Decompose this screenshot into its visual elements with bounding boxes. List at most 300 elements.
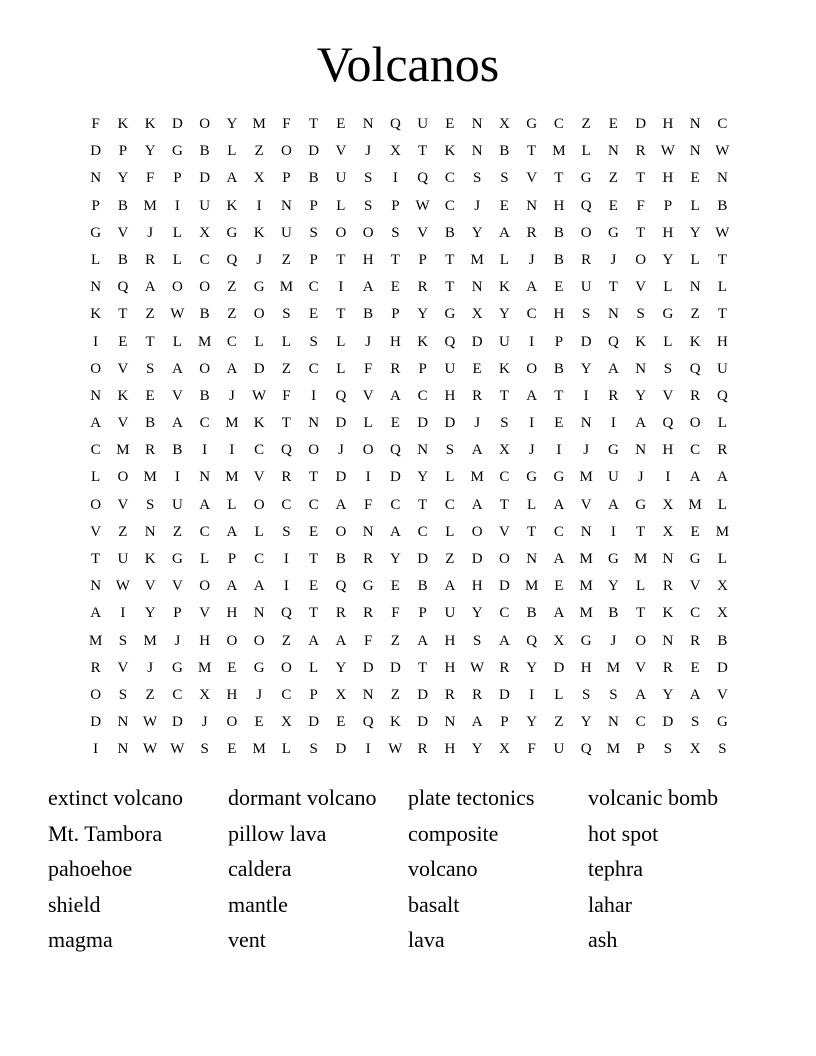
grid-letter[interactable]: U — [117, 551, 129, 567]
grid-letter[interactable]: N — [362, 686, 374, 703]
grid-letter[interactable]: R — [662, 578, 673, 595]
grid-letter[interactable]: D — [417, 551, 429, 567]
grid-letter[interactable]: S — [309, 333, 318, 350]
grid-letter[interactable]: G — [689, 551, 701, 567]
grid-letter[interactable]: L — [227, 496, 237, 513]
grid-letter[interactable]: V — [171, 578, 183, 595]
grid-letter[interactable]: S — [363, 170, 373, 187]
grid-letter[interactable]: S — [500, 415, 509, 432]
grid-letter[interactable]: T — [390, 251, 400, 268]
grid-letter[interactable]: Q — [226, 251, 238, 268]
grid-letter[interactable]: Q — [417, 170, 429, 187]
grid-letter[interactable]: N — [90, 279, 102, 296]
grid-letter[interactable]: X — [471, 306, 483, 323]
grid-letter[interactable]: N — [526, 197, 538, 214]
grid-letter[interactable]: V — [689, 578, 701, 595]
grid-letter[interactable]: L — [200, 551, 210, 567]
grid-letter[interactable]: I — [93, 333, 99, 350]
grid-letter[interactable]: U — [335, 170, 347, 187]
grid-letter[interactable]: A — [362, 279, 374, 296]
grid-letter[interactable]: B — [117, 251, 128, 268]
grid-letter[interactable]: B — [117, 197, 128, 214]
grid-letter[interactable]: S — [500, 170, 509, 187]
grid-letter[interactable]: E — [690, 170, 700, 187]
grid-letter[interactable]: Q — [580, 741, 592, 758]
grid-letter[interactable]: Y — [389, 551, 401, 567]
grid-letter[interactable]: N — [662, 632, 674, 649]
grid-letter[interactable]: K — [226, 197, 238, 214]
grid-letter[interactable]: E — [336, 116, 346, 132]
grid-letter[interactable]: U — [199, 197, 211, 214]
grid-letter[interactable]: I — [283, 551, 289, 567]
grid-letter[interactable]: W — [388, 741, 403, 758]
grid-letter[interactable]: Q — [280, 605, 292, 622]
grid-letter[interactable]: M — [579, 578, 593, 595]
grid-letter[interactable]: S — [145, 360, 155, 377]
grid-letter[interactable]: C — [199, 251, 210, 268]
grid-letter[interactable]: B — [444, 224, 455, 241]
grid-letter[interactable]: R — [662, 659, 673, 676]
grid-letter[interactable]: N — [662, 551, 674, 567]
grid-letter[interactable]: S — [118, 686, 128, 703]
grid-letter[interactable]: H — [471, 578, 483, 595]
grid-letter[interactable]: L — [254, 333, 264, 350]
grid-letter[interactable]: V — [417, 224, 429, 241]
grid-letter[interactable]: V — [117, 415, 129, 432]
grid-letter[interactable]: U — [553, 741, 565, 758]
grid-letter[interactable]: Z — [227, 279, 237, 296]
grid-letter[interactable]: I — [556, 442, 562, 459]
grid-letter[interactable]: E — [690, 523, 700, 540]
grid-letter[interactable]: L — [309, 659, 319, 676]
grid-letter[interactable]: G — [226, 224, 238, 241]
grid-letter[interactable]: P — [391, 306, 400, 323]
grid-letter[interactable]: C — [281, 496, 292, 513]
grid-letter[interactable]: V — [498, 523, 510, 540]
grid-letter[interactable]: L — [717, 551, 727, 567]
grid-letter[interactable]: C — [444, 170, 455, 187]
grid-letter[interactable]: E — [309, 578, 319, 595]
grid-letter[interactable]: V — [362, 387, 374, 404]
grid-letter[interactable]: J — [610, 251, 617, 268]
grid-letter[interactable]: L — [172, 224, 182, 241]
grid-letter[interactable]: H — [662, 116, 674, 132]
grid-letter[interactable]: C — [254, 442, 265, 459]
grid-letter[interactable]: X — [389, 143, 401, 160]
grid-letter[interactable]: R — [472, 387, 483, 404]
grid-letter[interactable]: R — [581, 251, 592, 268]
grid-letter[interactable]: O — [90, 496, 102, 513]
grid-letter[interactable]: M — [579, 551, 593, 567]
grid-letter[interactable]: C — [444, 197, 455, 214]
grid-letter[interactable]: R — [690, 632, 701, 649]
grid-letter[interactable]: M — [252, 741, 266, 758]
grid-letter[interactable]: R — [690, 387, 701, 404]
grid-letter[interactable]: H — [580, 659, 592, 676]
grid-letter[interactable]: E — [608, 116, 618, 132]
grid-letter[interactable]: O — [526, 360, 538, 377]
grid-letter[interactable]: R — [145, 442, 156, 459]
grid-letter[interactable]: N — [308, 415, 320, 432]
grid-letter[interactable]: A — [526, 387, 538, 404]
grid-letter[interactable]: Q — [362, 714, 374, 731]
grid-letter[interactable]: A — [498, 632, 510, 649]
grid-letter[interactable]: T — [445, 279, 455, 296]
grid-letter[interactable]: G — [253, 659, 265, 676]
grid-letter[interactable]: I — [610, 415, 616, 432]
grid-letter[interactable]: D — [553, 659, 565, 676]
grid-letter[interactable]: D — [389, 469, 401, 486]
grid-letter[interactable]: Y — [144, 143, 156, 160]
grid-letter[interactable]: N — [417, 442, 429, 459]
grid-letter[interactable]: F — [145, 170, 155, 187]
grid-letter[interactable]: R — [145, 251, 156, 268]
grid-letter[interactable]: T — [554, 170, 564, 187]
grid-letter[interactable]: Z — [581, 116, 591, 132]
grid-letter[interactable]: G — [580, 632, 592, 649]
grid-letter[interactable]: D — [90, 714, 102, 731]
grid-letter[interactable]: C — [199, 415, 210, 432]
grid-letter[interactable]: N — [280, 197, 292, 214]
grid-letter[interactable]: D — [662, 714, 674, 731]
grid-letter[interactable]: N — [607, 143, 619, 160]
grid-letter[interactable]: J — [474, 415, 481, 432]
grid-letter[interactable]: P — [391, 197, 400, 214]
grid-letter[interactable]: D — [417, 686, 429, 703]
grid-letter[interactable]: T — [527, 523, 537, 540]
grid-letter[interactable]: G — [171, 143, 183, 160]
grid-letter[interactable]: L — [636, 578, 646, 595]
grid-letter[interactable]: S — [118, 632, 128, 649]
grid-letter[interactable]: P — [500, 714, 509, 731]
grid-letter[interactable]: O — [689, 415, 701, 432]
grid-letter[interactable]: T — [608, 279, 618, 296]
grid-letter[interactable]: C — [690, 442, 701, 459]
grid-letter[interactable]: A — [471, 442, 483, 459]
grid-letter[interactable]: E — [145, 387, 155, 404]
grid-letter[interactable]: D — [471, 551, 483, 567]
grid-letter[interactable]: I — [665, 469, 671, 486]
grid-letter[interactable]: M — [606, 741, 621, 758]
grid-letter[interactable]: U — [171, 496, 183, 513]
grid-letter[interactable]: V — [144, 578, 156, 595]
grid-letter[interactable]: I — [120, 605, 126, 622]
grid-letter[interactable]: M — [197, 659, 212, 676]
grid-letter[interactable]: G — [607, 551, 619, 567]
grid-letter[interactable]: K — [689, 333, 701, 350]
grid-letter[interactable]: U — [607, 469, 619, 486]
grid-letter[interactable]: P — [173, 605, 182, 622]
grid-letter[interactable]: X — [335, 686, 347, 703]
grid-letter[interactable]: I — [583, 387, 589, 404]
grid-letter[interactable]: G — [253, 279, 265, 296]
grid-letter[interactable]: K — [117, 387, 129, 404]
grid-letter[interactable]: M — [606, 659, 621, 676]
grid-letter[interactable]: Y — [417, 469, 429, 486]
grid-letter[interactable]: E — [336, 714, 346, 731]
grid-letter[interactable]: P — [309, 686, 318, 703]
grid-letter[interactable]: B — [199, 143, 210, 160]
grid-letter[interactable]: O — [226, 632, 238, 649]
grid-letter[interactable]: T — [717, 251, 727, 268]
grid-letter[interactable]: B — [145, 415, 156, 432]
grid-letter[interactable]: N — [90, 387, 102, 404]
grid-letter[interactable]: A — [389, 523, 401, 540]
grid-letter[interactable]: N — [199, 469, 211, 486]
grid-letter[interactable]: S — [445, 442, 455, 459]
grid-letter[interactable]: M — [552, 143, 566, 160]
grid-letter[interactable]: P — [554, 333, 564, 350]
grid-letter[interactable]: W — [715, 224, 730, 241]
grid-letter[interactable]: O — [335, 224, 347, 241]
grid-letter[interactable]: K — [90, 306, 102, 323]
grid-letter[interactable]: L — [690, 251, 700, 268]
grid-letter[interactable]: Q — [580, 197, 592, 214]
grid-letter[interactable]: S — [200, 741, 209, 758]
grid-letter[interactable]: N — [362, 116, 374, 132]
grid-letter[interactable]: O — [635, 632, 647, 649]
grid-letter[interactable]: Q — [335, 387, 347, 404]
grid-letter[interactable]: P — [309, 251, 318, 268]
grid-letter[interactable]: A — [226, 170, 238, 187]
grid-letter[interactable]: W — [170, 306, 185, 323]
grid-letter[interactable]: C — [499, 469, 510, 486]
grid-letter[interactable]: L — [690, 197, 700, 214]
grid-letter[interactable]: O — [171, 279, 183, 296]
grid-letter[interactable]: N — [117, 714, 129, 731]
grid-letter[interactable]: M — [143, 197, 157, 214]
grid-letter[interactable]: R — [526, 224, 537, 241]
grid-letter[interactable]: J — [147, 224, 154, 241]
grid-letter[interactable]: Z — [390, 686, 400, 703]
grid-letter[interactable]: K — [498, 279, 510, 296]
grid-letter[interactable]: U — [280, 224, 292, 241]
grid-letter[interactable]: R — [390, 360, 401, 377]
grid-letter[interactable]: D — [498, 686, 510, 703]
grid-letter[interactable]: A — [498, 224, 510, 241]
grid-letter[interactable]: L — [91, 251, 101, 268]
grid-letter[interactable]: R — [363, 551, 374, 567]
grid-letter[interactable]: I — [202, 442, 208, 459]
grid-letter[interactable]: L — [281, 741, 291, 758]
grid-letter[interactable]: W — [470, 659, 485, 676]
grid-letter[interactable]: W — [143, 714, 158, 731]
grid-letter[interactable]: G — [526, 116, 538, 132]
grid-letter[interactable]: C — [226, 333, 237, 350]
grid-letter[interactable]: Y — [117, 170, 129, 187]
grid-letter[interactable]: Q — [607, 333, 619, 350]
grid-letter[interactable]: M — [279, 279, 294, 296]
grid-letter[interactable]: R — [90, 659, 101, 676]
grid-letter[interactable]: X — [662, 523, 674, 540]
grid-letter[interactable]: N — [90, 170, 102, 187]
grid-letter[interactable]: G — [444, 306, 456, 323]
grid-letter[interactable]: C — [90, 442, 101, 459]
grid-letter[interactable]: W — [415, 197, 430, 214]
grid-letter[interactable]: D — [635, 116, 647, 132]
grid-letter[interactable]: R — [635, 143, 646, 160]
grid-letter[interactable]: W — [170, 741, 185, 758]
grid-letter[interactable]: D — [471, 333, 483, 350]
grid-letter[interactable]: G — [607, 224, 619, 241]
grid-letter[interactable]: S — [282, 306, 291, 323]
grid-letter[interactable]: S — [609, 686, 618, 703]
grid-letter[interactable]: A — [226, 360, 238, 377]
grid-letter[interactable]: A — [144, 279, 156, 296]
grid-letter[interactable]: S — [663, 360, 673, 377]
grid-letter[interactable]: L — [172, 333, 182, 350]
grid-letter[interactable]: Z — [145, 306, 155, 323]
grid-letter[interactable]: H — [444, 741, 456, 758]
grid-letter[interactable]: P — [173, 170, 182, 187]
grid-letter[interactable]: C — [717, 116, 728, 132]
grid-letter[interactable]: O — [199, 116, 211, 132]
grid-letter[interactable]: G — [526, 469, 538, 486]
grid-letter[interactable]: V — [117, 224, 129, 241]
grid-letter[interactable]: Q — [280, 442, 292, 459]
grid-letter[interactable]: Z — [254, 143, 264, 160]
grid-letter[interactable]: M — [197, 333, 212, 350]
grid-letter[interactable]: X — [498, 116, 510, 132]
grid-letter[interactable]: A — [553, 605, 565, 622]
grid-letter[interactable]: D — [335, 415, 347, 432]
grid-letter[interactable]: G — [171, 659, 183, 676]
grid-letter[interactable]: X — [498, 442, 510, 459]
grid-letter[interactable]: F — [91, 116, 100, 132]
grid-letter[interactable]: R — [608, 387, 619, 404]
grid-letter[interactable]: C — [417, 523, 428, 540]
grid-letter[interactable]: H — [226, 605, 238, 622]
grid-letter[interactable]: B — [553, 224, 564, 241]
grid-letter[interactable]: K — [253, 415, 265, 432]
grid-letter[interactable]: S — [663, 741, 673, 758]
grid-letter[interactable]: G — [635, 496, 647, 513]
grid-letter[interactable]: I — [283, 578, 289, 595]
grid-letter[interactable]: P — [418, 605, 427, 622]
grid-letter[interactable]: H — [662, 224, 674, 241]
grid-letter[interactable]: J — [256, 686, 263, 703]
grid-letter[interactable]: O — [471, 523, 483, 540]
grid-letter[interactable]: O — [362, 442, 374, 459]
grid-letter[interactable]: Z — [390, 632, 400, 649]
grid-letter[interactable]: T — [445, 251, 455, 268]
grid-letter[interactable]: W — [115, 578, 130, 595]
grid-letter[interactable]: T — [636, 224, 646, 241]
grid-letter[interactable]: D — [335, 741, 347, 758]
grid-letter[interactable]: T — [554, 387, 564, 404]
grid-letter[interactable]: V — [199, 605, 211, 622]
grid-letter[interactable]: J — [256, 251, 263, 268]
grid-letter[interactable]: B — [172, 442, 183, 459]
grid-letter[interactable]: O — [226, 714, 238, 731]
grid-letter[interactable]: T — [145, 333, 155, 350]
grid-letter[interactable]: P — [309, 197, 318, 214]
grid-letter[interactable]: G — [553, 469, 565, 486]
grid-letter[interactable]: E — [118, 333, 128, 350]
grid-letter[interactable]: O — [308, 442, 320, 459]
grid-letter[interactable]: T — [418, 496, 428, 513]
grid-letter[interactable]: E — [554, 279, 564, 296]
grid-letter[interactable]: Y — [498, 306, 510, 323]
grid-letter[interactable]: K — [144, 116, 156, 132]
grid-letter[interactable]: L — [336, 333, 346, 350]
grid-letter[interactable]: C — [308, 496, 319, 513]
grid-letter[interactable]: I — [529, 333, 535, 350]
grid-letter[interactable]: I — [93, 741, 99, 758]
grid-letter[interactable]: C — [499, 605, 510, 622]
grid-letter[interactable]: V — [117, 496, 129, 513]
grid-letter[interactable]: T — [309, 551, 319, 567]
grid-letter[interactable]: Q — [389, 116, 401, 132]
grid-letter[interactable]: S — [472, 170, 482, 187]
grid-letter[interactable]: Y — [471, 224, 483, 241]
grid-letter[interactable]: M — [143, 632, 157, 649]
grid-letter[interactable]: N — [580, 415, 592, 432]
grid-letter[interactable]: K — [498, 360, 510, 377]
grid-letter[interactable]: C — [308, 279, 319, 296]
grid-letter[interactable]: S — [472, 632, 482, 649]
grid-letter[interactable]: P — [418, 251, 427, 268]
grid-letter[interactable]: Z — [281, 632, 291, 649]
grid-letter[interactable]: A — [226, 578, 238, 595]
grid-letter[interactable]: Q — [335, 578, 347, 595]
grid-letter[interactable]: H — [444, 387, 456, 404]
grid-letter[interactable]: R — [472, 686, 483, 703]
grid-letter[interactable]: N — [607, 306, 619, 323]
grid-letter[interactable]: G — [580, 170, 592, 187]
grid-letter[interactable]: E — [227, 741, 237, 758]
grid-letter[interactable]: Q — [689, 360, 701, 377]
grid-letter[interactable]: Q — [526, 632, 538, 649]
grid-letter[interactable]: U — [716, 360, 728, 377]
grid-letter[interactable]: Y — [580, 714, 592, 731]
grid-letter[interactable]: H — [716, 333, 728, 350]
grid-letter[interactable]: Q — [444, 333, 456, 350]
grid-letter[interactable]: E — [390, 578, 400, 595]
grid-letter[interactable]: Y — [417, 306, 429, 323]
grid-letter[interactable]: O — [635, 251, 647, 268]
grid-letter[interactable]: Z — [145, 686, 155, 703]
grid-letter[interactable]: S — [309, 224, 318, 241]
grid-letter[interactable]: M — [225, 469, 239, 486]
grid-letter[interactable]: D — [253, 360, 265, 377]
grid-letter[interactable]: Y — [580, 360, 592, 377]
grid-letter[interactable]: C — [390, 496, 401, 513]
grid-letter[interactable]: J — [201, 714, 208, 731]
grid-letter[interactable]: B — [363, 306, 374, 323]
grid-letter[interactable]: P — [663, 197, 673, 214]
grid-letter[interactable]: I — [529, 415, 535, 432]
grid-letter[interactable]: S — [391, 224, 400, 241]
grid-letter[interactable]: B — [335, 551, 346, 567]
grid-letter[interactable]: Z — [281, 360, 291, 377]
grid-letter[interactable]: J — [365, 333, 372, 350]
grid-letter[interactable]: F — [636, 197, 645, 214]
grid-letter[interactable]: C — [635, 714, 646, 731]
grid-letter[interactable]: A — [90, 605, 102, 622]
grid-letter[interactable]: K — [389, 714, 401, 731]
grid-letter[interactable]: I — [392, 170, 398, 187]
grid-letter[interactable]: X — [280, 714, 292, 731]
grid-letter[interactable]: M — [470, 251, 484, 268]
grid-letter[interactable]: P — [636, 741, 645, 758]
grid-letter[interactable]: Z — [608, 170, 618, 187]
grid-letter[interactable]: J — [365, 143, 372, 160]
grid-letter[interactable]: Y — [689, 224, 701, 241]
grid-letter[interactable]: R — [444, 686, 455, 703]
grid-letter[interactable]: D — [444, 415, 456, 432]
grid-letter[interactable]: A — [716, 469, 728, 486]
